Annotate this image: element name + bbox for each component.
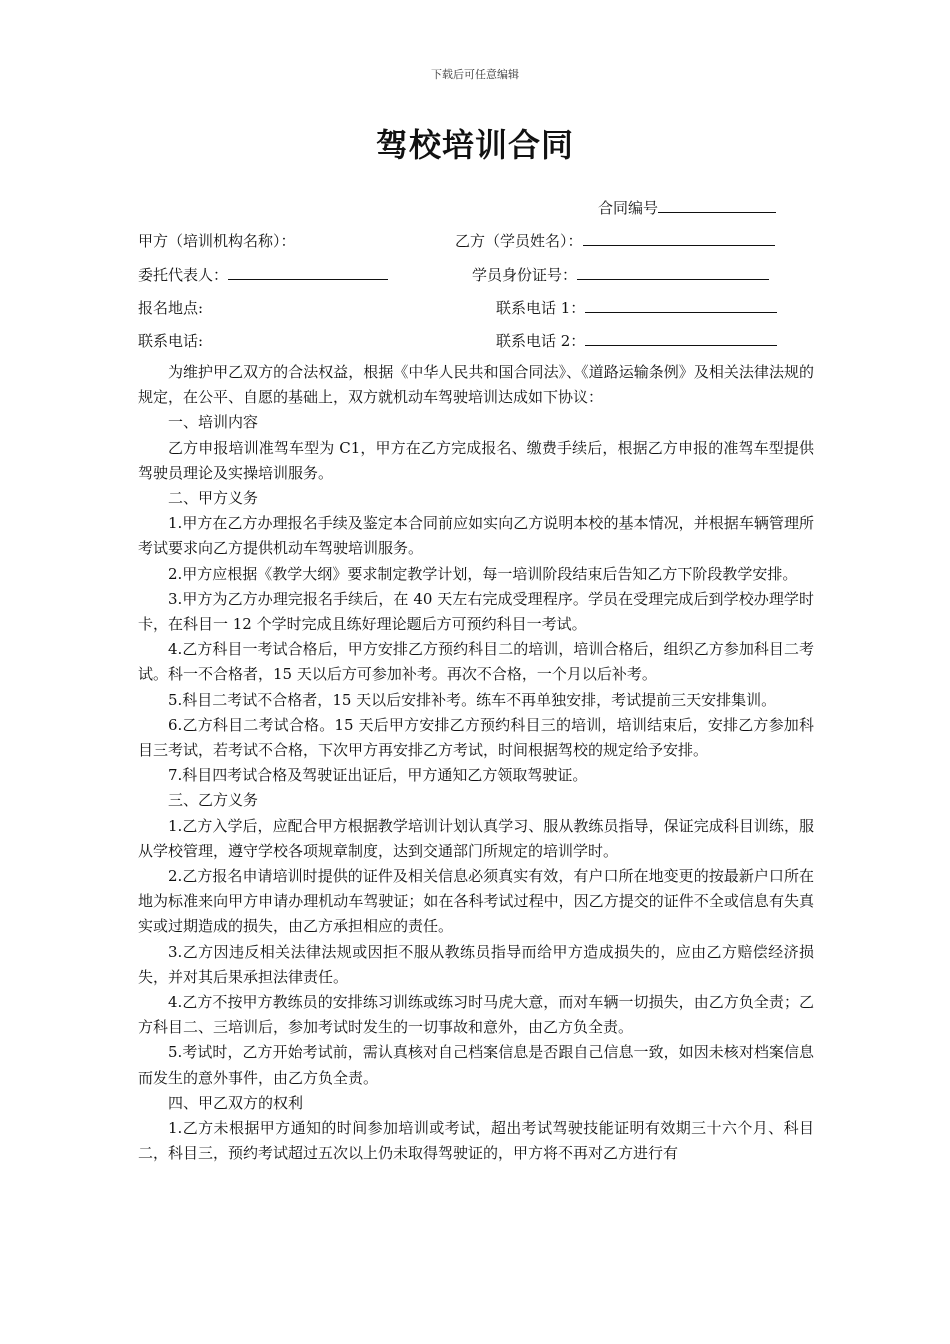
paragraph: 7.科目四考试合格及驾驶证出证后，甲方通知乙方领取驾驶证。 (168, 766, 588, 785)
paragraph: 1.甲方在乙方办理报名手续及鉴定本合同前应如实向乙方说明本校的基本情况，并根据车辆管理所考试要求向乙方提供机动车驾驶培训服务。 (138, 514, 814, 558)
page-title: 驾校培训合同 (375, 126, 574, 164)
header-note: 下载后可任意编辑 (431, 68, 519, 81)
agent-field (138, 264, 388, 285)
paragraph: 3.乙方因违反相关法律法规或因拒不服从教练员指导而给甲方造成损失的，应由乙方赔偿经济损失，并对其后果承担法律责任。 (138, 942, 814, 986)
phone-2-field (496, 330, 777, 351)
party-a-field (138, 230, 296, 251)
paragraph: 2.甲方应根据《教学大纲》要求制定教学计划，每一培训阶段结束后告知乙方下阶段教学安排。 (168, 564, 798, 583)
phone-2-blank (585, 331, 777, 346)
party-a-phone-label: 联系电话: (138, 332, 204, 350)
section-heading: 二、甲方义务 (168, 489, 259, 508)
agent-blank (228, 265, 388, 280)
contract-number-label: 合同编号 (598, 199, 659, 217)
phone-1-field (496, 297, 777, 318)
registration-place-label: 报名地点: (138, 299, 204, 317)
registration-place-field (138, 297, 203, 318)
party-b-blank (583, 231, 775, 246)
paragraph: 4.乙方不按甲方教练员的安排练习训练或练习时马虎大意，而对车辆一切损失，由乙方负全责；乙方科目二、三培训后，参加考试时发生的一切事故和意外，由乙方负全责。 (138, 993, 814, 1037)
contract-number-blank (658, 198, 776, 213)
contract-number-field (598, 197, 776, 218)
contract-body (138, 360, 814, 1167)
paragraph: 1.乙方入学后，应配合甲方根据教学培训计划认真学习、服从教练员指导，保证完成科目训练，服从学校管理，遵守学校各项规章制度，达到交通部门所规定的培训学时。 (138, 816, 814, 860)
id-number-label: 学员身份证号： (472, 266, 578, 284)
section-heading: 四、甲乙双方的权利 (168, 1093, 304, 1112)
party-a-phone-field (138, 330, 203, 351)
paragraph: 乙方申报培训准驾车型为 C1，甲方在乙方完成报名、缴费手续后，根据乙方申报的准驾车型提供驾驶员理论及实操培训服务。 (138, 438, 814, 482)
party-b-label: 乙方（学员姓名）： (455, 232, 583, 250)
paragraph: 3.甲方为乙方办理完报名手续后，在 40 天左右完成受理程序。学员在受理完成后到学校办理学时卡，在科目一 12 个学时完成且练好理论题后方可预约科目一考试。 (138, 589, 814, 634)
paragraph: 5.科目二考试不合格者，15 天以后安排补考。练车不再单独安排，考试提前三天安排集训。 (168, 690, 777, 709)
phone-1-label: 联系电话 1： (496, 299, 586, 317)
paragraph: 5.考试时，乙方开始考试前，需认真核对自己档案信息是否跟自己信息一致，如因未核对档案信息而发生的意外事件，由乙方负全责。 (138, 1043, 814, 1087)
id-number-blank (577, 265, 769, 280)
section-heading: 三、乙方义务 (168, 791, 259, 810)
paragraph: 4.乙方科目一考试合格后，甲方安排乙方预约科目二的培训，培训合格后，组织乙方参加科目二考试。科一不合格者，15 天以后方可参加补考。再次不合格，一个月以后补考。 (138, 640, 814, 684)
id-number-field (472, 264, 769, 285)
phone-2-label: 联系电话 2： (496, 332, 586, 350)
phone-1-blank (585, 298, 777, 313)
section-heading: 一、培训内容 (168, 413, 259, 432)
paragraph: 为维护甲乙双方的合法权益，根据《中华人民共和国合同法》、《道路运输条例》及相关法律法规的规定，在公平、自愿的基础上，双方就机动车驾驶培训达成如下协议： (138, 363, 814, 407)
party-b-field (455, 230, 775, 251)
party-a-label: 甲方（培训机构名称）： (138, 232, 296, 250)
paragraph: 1.乙方未根据甲方通知的时间参加培训或考试，超出考试驾驶技能证明有效期三十六个月、科目二，科目三，预约考试超过五次以上仍未取得驾驶证的，甲方将不再对乙方进行有 (138, 1119, 814, 1163)
agent-label: 委托代表人： (138, 266, 229, 284)
paragraph: 2.乙方报名申请培训时提供的证件及相关信息必须真实有效，有户口所在地变更的按最新户口所在地为标准来向甲方申请办理机动车驾驶证；如在各科考试过程中，因乙方提交的证件不全或信息有失真实或过期造成的损失，由乙方承担相应的责任。 (138, 867, 814, 936)
paragraph: 6.乙方科目二考试合格。15 天后甲方安排乙方预约科目三的培训，培训结束后，安排乙方参加科目三考试，若考试不合格，下次甲方再安排乙方考试，时间根据驾校的规定给予安排。 (138, 715, 814, 760)
